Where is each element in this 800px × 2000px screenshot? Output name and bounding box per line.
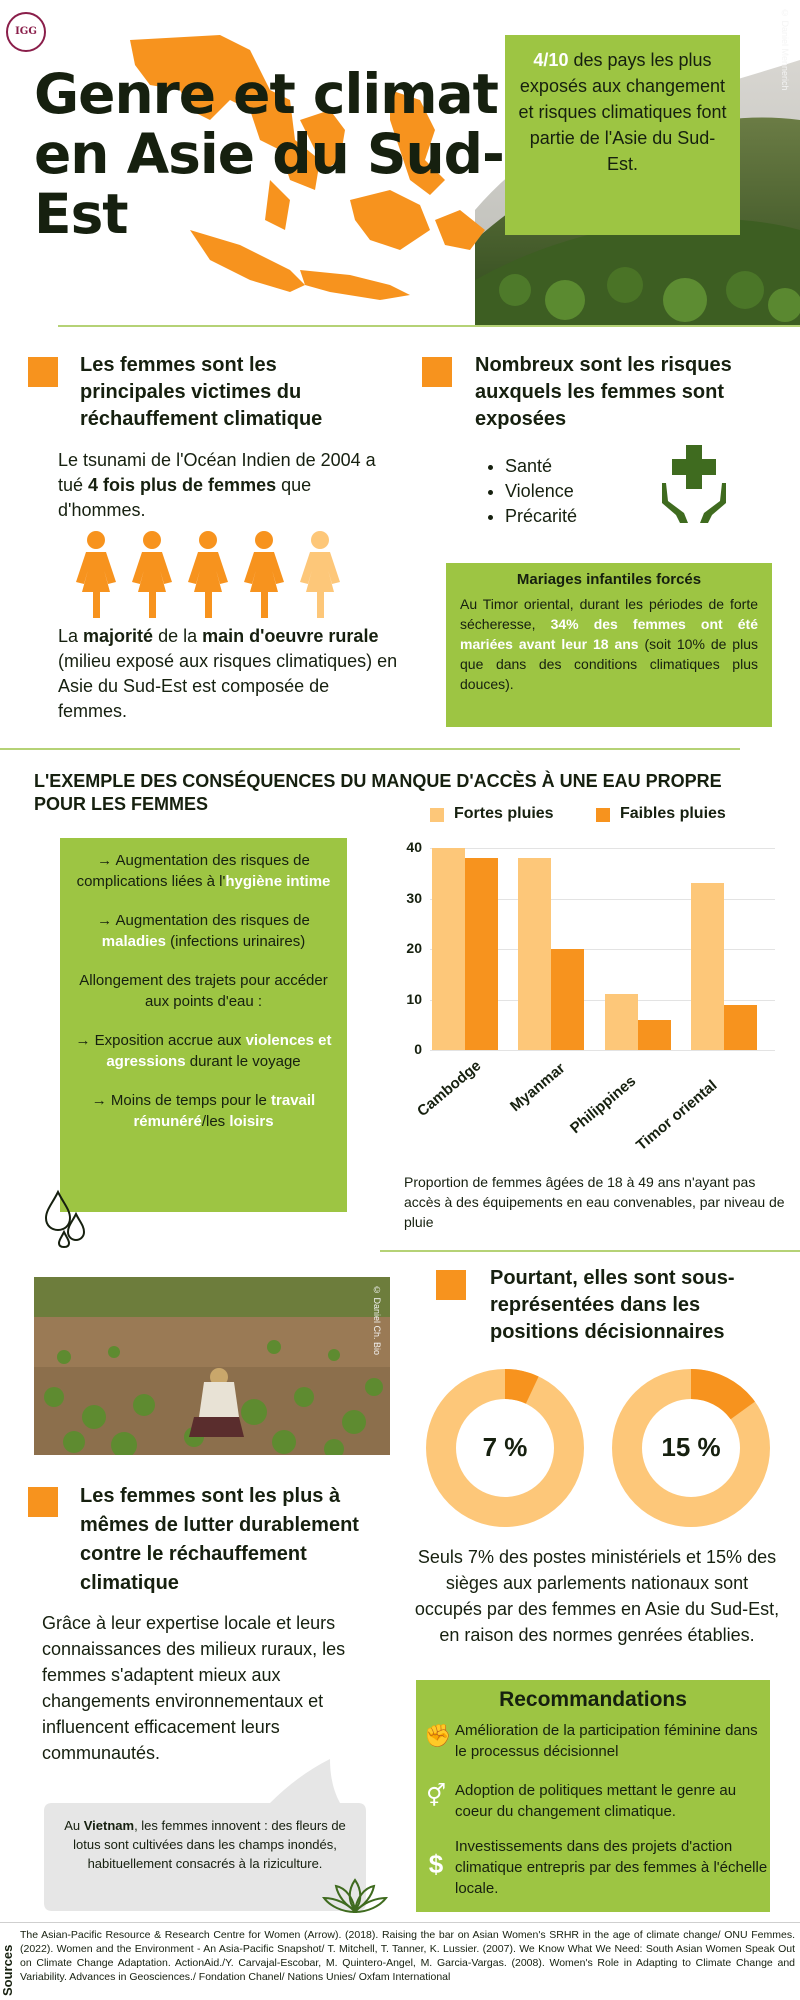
representation-title: Pourtant, elles sont sous-représentées dans les positions décisionnaires bbox=[490, 1267, 735, 1343]
woman-icon bbox=[184, 530, 232, 620]
vietnam-text-b: Vietnam bbox=[83, 1818, 135, 1833]
consequence-4-b: violences et agressions bbox=[106, 1032, 332, 1070]
marriage-text bbox=[460, 594, 758, 694]
risk-item: • Précarité bbox=[505, 504, 625, 529]
chart-caption: Proportion de femmes âgées de 18 à 49 ans n'ayant pas accès à des équipements en eau convenables, par niveau de pluie bbox=[404, 1174, 785, 1230]
consequence-5-d: loisirs bbox=[229, 1113, 274, 1130]
consequence-5-b: travail rémunéré bbox=[133, 1092, 316, 1130]
woman-icon-light bbox=[296, 530, 344, 620]
chart-gridline bbox=[430, 1050, 775, 1051]
marriage-text-c: (soit 10% de plus que dans des conditions climatiques plus douces). bbox=[460, 636, 758, 692]
consequence-2 bbox=[74, 910, 333, 952]
risks-title: Nombreux sont les risques auxquels les femmes sont exposées bbox=[475, 354, 732, 430]
y-tick-label: 0 bbox=[414, 1041, 422, 1057]
consequence-5 bbox=[74, 1090, 333, 1132]
sources-text: The Asian-Pacific Resource & Research Centre for Women (Arrow). (2018). Raising the bar on Asian Women's SRHR in the age of climate change/ ONU Femmes. (2022). Women and the Environment - An Asia-Pacific Snapshot/ T. Mitchell, T. Tanner, K. Lussier. (2007). We Know What We Need: South Asian Women Speak Out on Climate Change Adaptation. ActionAid./Y. Carvajal-Escobar, M. Quintero-Angel, M. Garcia-Vargas. (2008). Women's Role in Adapting to Climate Change and Variability. Advances in Geosciences./ Fondation Chanel/ Nations Unies/ Oxfam International bbox=[20, 1929, 795, 1983]
vietnam-text-a: Au bbox=[64, 1818, 84, 1833]
page-title: Genre et climat en Asie du Sud-Est bbox=[34, 62, 504, 246]
consequence-4-a: → Exposition accrue aux bbox=[75, 1032, 246, 1049]
marriage-box bbox=[446, 563, 772, 727]
water-drops-icon bbox=[42, 1188, 94, 1248]
y-tick-label: 30 bbox=[406, 889, 422, 906]
fight-title: Les femmes sont les plus à mêmes de lutter durablement contre le réchauffement climatique bbox=[80, 1485, 359, 1594]
workforce-a: La bbox=[58, 626, 84, 646]
bullet-square bbox=[436, 1270, 466, 1300]
x-tick-label: Philippines bbox=[566, 1072, 639, 1138]
divider bbox=[58, 325, 800, 327]
woman-icon bbox=[128, 530, 176, 620]
vietnam-text-c: , les femmes innovent : des fleurs de lotus sont cultivées dans les champs inondés, habituellement consacrés à la riziculture. bbox=[73, 1818, 346, 1871]
consequence-2-b: maladies bbox=[101, 933, 166, 950]
divider bbox=[0, 1922, 800, 1923]
tsunami-text bbox=[58, 448, 388, 523]
divider bbox=[380, 1250, 800, 1252]
workforce-e: (milieu exposé aux risques climatiques) en Asie du Sud-Est est composée de femmes. bbox=[58, 651, 398, 721]
lotus-icon bbox=[320, 1874, 390, 1916]
dollar-icon: $ bbox=[428, 1849, 444, 1879]
recommendations-title: Recommandations bbox=[499, 1688, 687, 1711]
bar-philippines-faibles bbox=[638, 1020, 671, 1050]
bar-myanmar-fortes bbox=[518, 858, 551, 1050]
consequence-1-b: hygiène intime bbox=[225, 873, 331, 890]
bar-cambodge-faibles bbox=[465, 858, 498, 1050]
marriage-text-b: 34% des femmes ont été mariées avant leur 18 ans bbox=[460, 616, 758, 652]
consequence-4-c: durant le voyage bbox=[185, 1053, 301, 1070]
stat-box bbox=[505, 35, 740, 235]
y-tick-label: 10 bbox=[406, 990, 422, 1007]
workforce-text bbox=[58, 624, 398, 724]
stat-text: des pays les plus exposés aux changement et risques climatiques font partie de l'Asie du Sud-Est. bbox=[518, 50, 727, 174]
tsunami-text-a: Le tsunami de l'Océan Indien de 2004 a tué bbox=[58, 450, 376, 495]
vietnam-text bbox=[64, 1816, 346, 1873]
consequence-5-a: → Moins de temps pour le bbox=[91, 1092, 272, 1109]
raised-fist-icon: ✊ bbox=[424, 1723, 452, 1748]
x-tick-label: Myanmar bbox=[507, 1059, 569, 1115]
risk-item: • Violence bbox=[505, 479, 625, 504]
water-consequences-box bbox=[60, 838, 347, 1212]
donut-ministerial-label: 7 % bbox=[482, 1432, 528, 1462]
bullet-square bbox=[28, 1487, 58, 1517]
marriage-text-a: Au Timor oriental, durant les périodes de forte sécheresse, bbox=[460, 596, 758, 632]
woman-icon bbox=[72, 530, 120, 620]
donut-parliament-label: 15 % bbox=[661, 1432, 721, 1462]
tsunami-text-b: 4 fois plus de femmes bbox=[88, 475, 277, 495]
risks-list bbox=[505, 454, 625, 529]
sources-label: Sources bbox=[0, 1944, 15, 1996]
y-tick-label: 40 bbox=[406, 839, 422, 855]
bar-myanmar-faibles bbox=[551, 949, 584, 1050]
tsunami-text-c: que d'hommes. bbox=[58, 475, 312, 520]
recommendation-item: Amélioration de la participation féminine dans le processus décisionnel bbox=[455, 1722, 758, 1760]
women-icons bbox=[72, 530, 362, 620]
recommendation-item: Investissements dans des projets d'action climatique entrepris par des femmes à l'échelle locale. bbox=[455, 1838, 768, 1897]
consequence-5-c: /les bbox=[201, 1113, 230, 1130]
chart-plot-area bbox=[380, 800, 790, 1170]
farm-photo bbox=[34, 1277, 390, 1455]
risk-item: • Santé bbox=[505, 454, 625, 479]
bar-cambodge-fortes bbox=[432, 848, 465, 1050]
divider bbox=[0, 748, 740, 750]
workforce-b: majorité bbox=[83, 626, 154, 646]
gender-symbol-icon: ⚥ bbox=[426, 1783, 446, 1808]
workforce-c: de la bbox=[153, 626, 203, 646]
y-tick-label: 20 bbox=[406, 940, 422, 956]
water-title: L'EXEMPLE DES CONSÉQUENCES DU MANQUE D'ACCÈS À UNE EAU PROPRE POUR LES FEMMES bbox=[34, 771, 722, 814]
x-tick-label: Timor oriental bbox=[632, 1077, 721, 1155]
legend-label-fortes: Fortes pluies bbox=[454, 805, 554, 822]
representation-text: Seuls 7% des postes ministériels et 15% des sièges aux parlements nationaux sont occupés par des femmes en Asie du Sud-Est, en raison des normes genrées établies. bbox=[414, 1547, 780, 1645]
fight-text: Grâce à leur expertise locale et leurs connaissances des milieux ruraux, les femmes s'adaptent mieux aux changements environnementaux et influencent efficacement leurs communautés. bbox=[42, 1613, 346, 1763]
header-section bbox=[0, 0, 800, 325]
water-chart bbox=[380, 800, 790, 1170]
photo-credit: © Daniel Mennerich bbox=[780, 8, 790, 91]
bar-timor-oriental-faibles bbox=[724, 1005, 757, 1050]
consequence-1 bbox=[74, 850, 333, 892]
consequence-4 bbox=[74, 1030, 333, 1072]
bullet-square bbox=[422, 357, 452, 387]
igg-logo: IGG bbox=[6, 12, 46, 52]
chart-gridline bbox=[430, 848, 775, 849]
consequence-3: Allongement des trajets pour accéder aux points d'eau : bbox=[79, 972, 328, 1010]
x-tick-label: Cambodge bbox=[414, 1057, 485, 1121]
bar-timor-oriental-fortes bbox=[691, 883, 724, 1050]
consequence-2-a: → Augmentation des risques de bbox=[97, 912, 310, 929]
consequence-2-c: (infections urinaires) bbox=[166, 933, 306, 950]
consequence-1-a: → Augmentation des risques de complications liées à l' bbox=[76, 852, 310, 890]
victims-title: Les femmes sont les principales victimes du réchauffement climatique bbox=[80, 354, 323, 430]
recommendation-item: Adoption de politiques mettant le genre au coeur du changement climatique. bbox=[455, 1782, 737, 1820]
health-hands-icon bbox=[658, 443, 730, 525]
stat-highlight: 4/10 bbox=[533, 50, 569, 70]
legend-label-faibles: Faibles pluies bbox=[620, 805, 726, 822]
bullet-square bbox=[28, 357, 58, 387]
woman-icon bbox=[240, 530, 288, 620]
workforce-d: main d'oeuvre rurale bbox=[202, 626, 379, 646]
bar-philippines-fortes bbox=[605, 994, 638, 1050]
marriage-title: Mariages infantiles forcés bbox=[516, 571, 702, 588]
farm-photo-credit: © Daniel Ch. Bio bbox=[372, 1285, 382, 1356]
